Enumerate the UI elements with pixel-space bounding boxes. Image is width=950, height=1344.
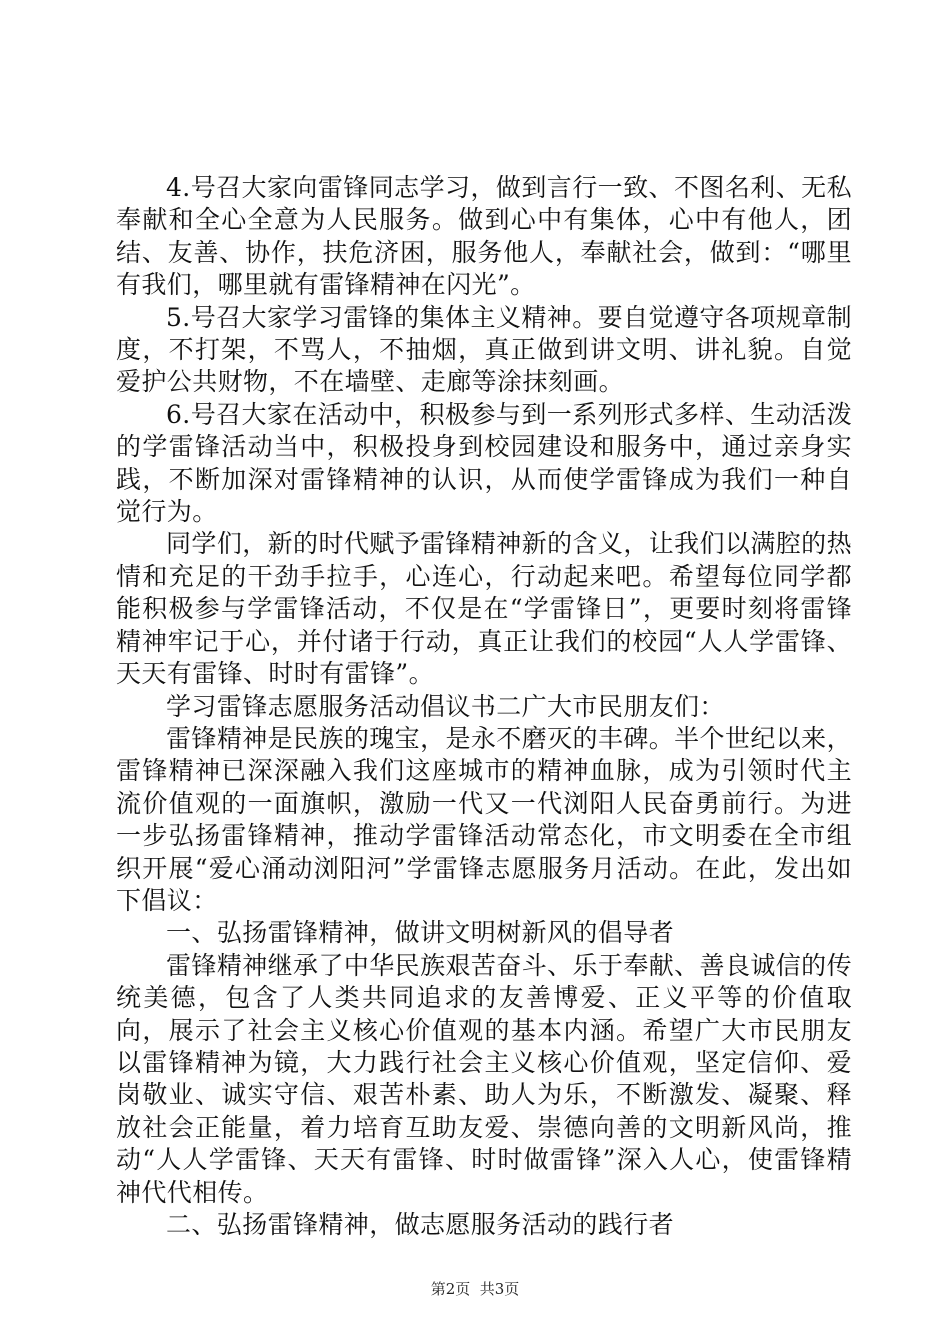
paragraph-proposal-two-heading: 学习雷锋志愿服务活动倡议书二广大市民朋友们：	[166, 691, 725, 721]
section-heading-one: 一、弘扬雷锋精神，做讲文明树新风的倡导者	[166, 918, 675, 948]
paragraph-item-4: 4.号召大家向雷锋同志学习，做到言行一致、不图名利、无私奉献和全心全意为人民服务。做到心中有集体，心中有他人，团结、友善、协作，扶危济困，服务他人，奉献社会，做到：“哪里有我们，哪里就有雷锋精神在闪光”。	[116, 173, 852, 300]
paragraph-section-one-body: 雷锋精神继承了中华民族艰苦奋斗、乐于奉献、善良诚信的传统美德，包含了人类共同追求的友善博爱、正义平等的价值取向，展示了社会主义核心价值观的基本内涵。希望广大市民朋友以雷锋精神为镜，大力践行社会主义核心价值观，坚定信仰、爱岗敬业、诚实守信、艰苦朴素、助人为乐，不断激发、凝聚、释放社会正能量，着力培育互助友爱、崇德向善的文明新风尚，推动“人人学雷锋、天天有雷锋、时时做雷锋”深入人心，使雷锋精神代代相传。	[116, 950, 852, 1207]
document-body	[116, 172, 852, 1241]
section-heading-two: 二、弘扬雷锋精神，做志愿服务活动的践行者	[166, 1210, 675, 1239]
paragraph-leifeng-spirit: 雷锋精神是民族的瑰宝，是永不磨灭的丰碑。半个世纪以来，雷锋精神已深深融入我们这座城市的精神血脉，成为引领时代主流价值观的一面旗帜，激励一代又一代浏阳人民奋勇前行。为进一步弘扬雷锋精神，推动学雷锋活动常态化，市文明委在全市组织开展“爱心涌动浏阳河”学雷锋志愿服务月活动。在此，发出如下倡议：	[116, 723, 852, 915]
page-footer: 第2页 共3页	[430, 1280, 520, 1298]
paragraph-classmates: 同学们，新的时代赋予雷锋精神新的含义，让我们以满腔的热情和充足的干劲手拉手，心连心，行动起来吧。希望每位同学都能积极参与学雷锋活动，不仅是在“学雷锋日”，更要时刻将雷锋精神牢记于心，并付诸于行动，真正让我们的校园“人人学雷锋、天天有雷锋、时时有雷锋”。	[116, 529, 852, 689]
paragraph-item-6: 6.号召大家在活动中，积极参与到一系列形式多样、生动活泼的学雷锋活动当中，积极投身到校园建设和服务中，通过亲身实践，不断加深对雷锋精神的认识，从而使学雷锋成为我们一种自觉行为。	[116, 399, 852, 527]
paragraph-item-5: 5.号召大家学习雷锋的集体主义精神。要自觉遵守各项规章制度，不打架，不骂人，不抽烟，真正做到讲文明、讲礼貌。自觉爱护公共财物，不在墙壁、走廊等涂抹刻画。	[116, 302, 852, 397]
